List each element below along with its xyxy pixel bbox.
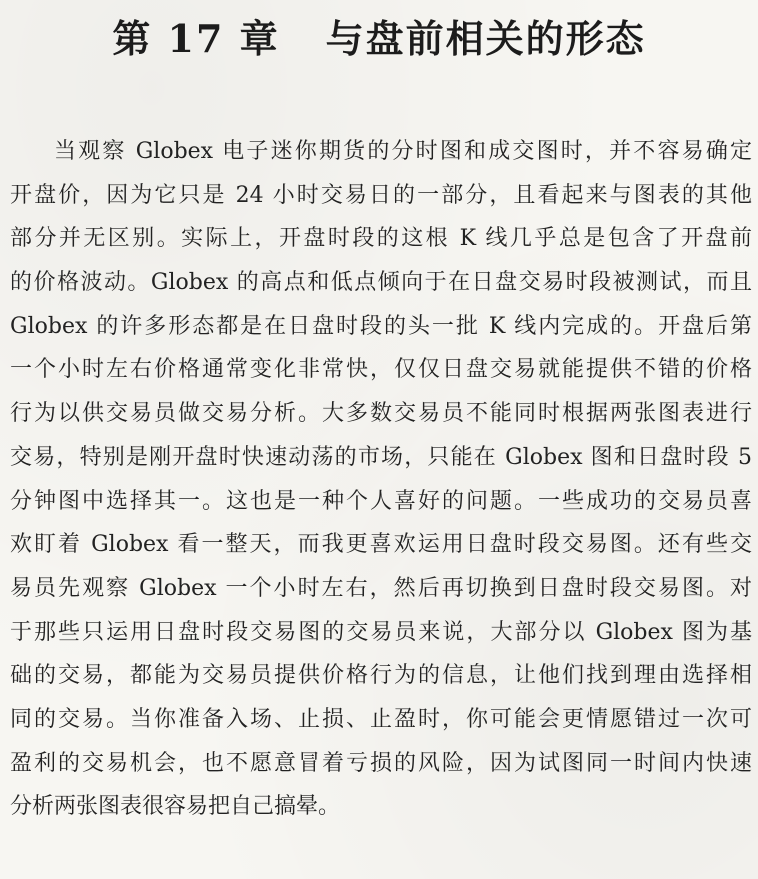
paragraph-line: 于那些只运用日盘时段交易图的交易员来说，大部分以 Globex 图为基 bbox=[10, 619, 752, 645]
body-paragraph bbox=[10, 130, 752, 829]
paragraph-line: 当观察 Globex 电子迷你期货的分时图和成交图时，并不容易确定 bbox=[54, 139, 752, 164]
paragraph-line: Globex 的许多形态都是在日盘时段的头一批 K 线内完成的。开盘后第 bbox=[10, 313, 752, 339]
paragraph-line: 部分并无区别。实际上，开盘时段的这根 K 线几乎总是包含了开盘前 bbox=[10, 226, 752, 252]
chapter-number: 第 17 章 bbox=[112, 16, 280, 61]
paragraph-line: 础的交易，都能为交易员提供价格行为的信息，让他们找到理由选择相 bbox=[10, 663, 752, 689]
chapter-heading bbox=[0, 8, 758, 63]
paragraph-line: 行为以供交易员做交易分析。大多数交易员不能同时根据两张图表进行 bbox=[10, 401, 752, 427]
paragraph-line: 欢盯着 Globex 看一整天，而我更喜欢运用日盘时段交易图。还有些交 bbox=[10, 532, 752, 558]
paragraph-line: 开盘价，因为它只是 24 小时交易日的一部分，且看起来与图表的其他 bbox=[10, 182, 752, 208]
paragraph-line: 盈利的交易机会，也不愿意冒着亏损的风险，因为试图同一时间内快速 bbox=[10, 750, 752, 776]
paragraph-line: 易员先观察 Globex 一个小时左右，然后再切换到日盘时段交易图。对 bbox=[10, 575, 752, 601]
chapter-title: 与盘前相关的形态 bbox=[325, 16, 646, 61]
paragraph-line: 一个小时左右价格通常变化非常快，仅仅日盘交易就能提供不错的价格 bbox=[10, 357, 752, 383]
paragraph-line: 同的交易。当你准备入场、止损、止盈时，你可能会更情愿错过一次可 bbox=[10, 706, 752, 732]
paragraph-line: 的价格波动。Globex 的高点和低点倾向于在日盘交易时段被测试，而且 bbox=[10, 270, 752, 296]
paragraph-line: 分钟图中选择其一。这也是一种个人喜好的问题。一些成功的交易员喜 bbox=[10, 488, 752, 514]
paragraph-line: 交易，特别是刚开盘时快速动荡的市场，只能在 Globex 图和日盘时段 5 bbox=[10, 444, 752, 470]
paragraph-line: 分析两张图表很容易把自己搞晕。 bbox=[10, 794, 341, 820]
